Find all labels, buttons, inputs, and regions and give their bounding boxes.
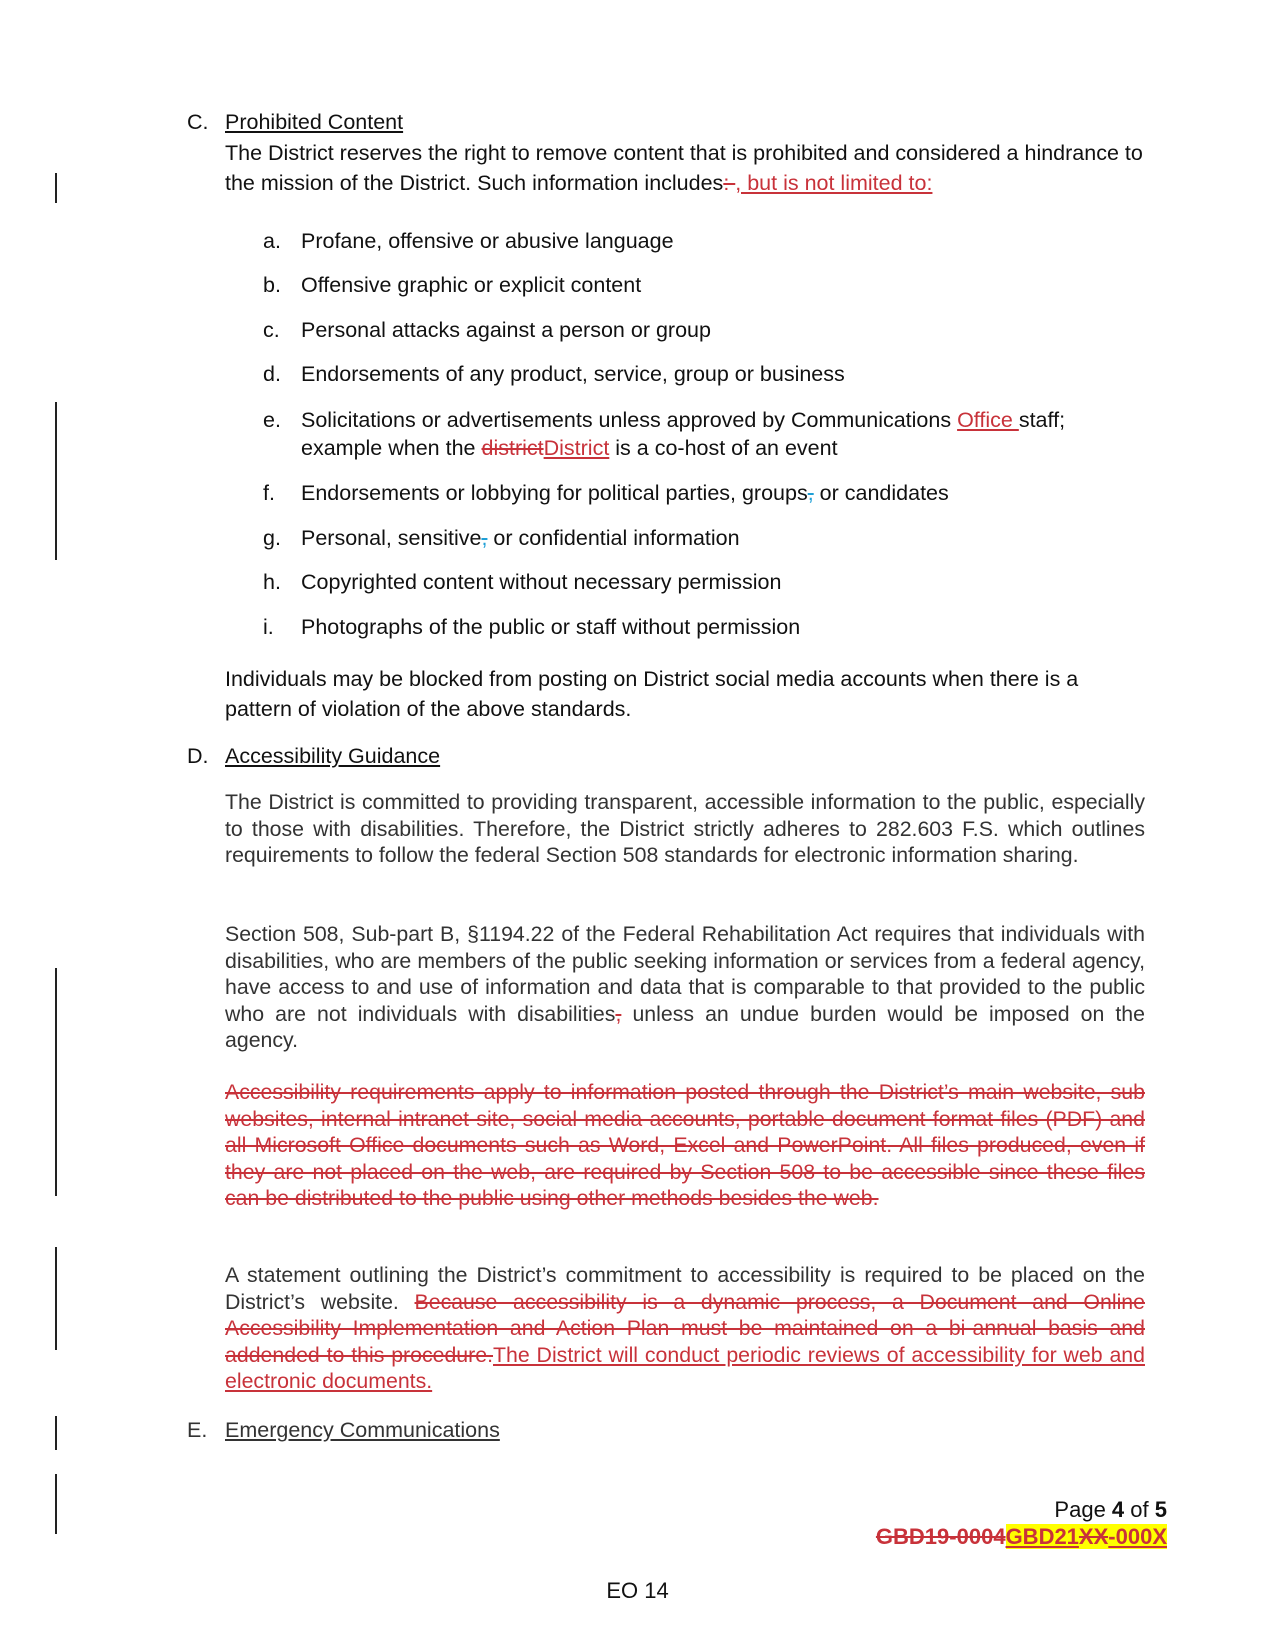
deleted-comma: , [481, 526, 488, 550]
section-c-letter: C. [187, 110, 209, 134]
document-code [876, 1524, 1167, 1550]
code-deleted: XX [1078, 1524, 1109, 1549]
paragraph-text: A statement outlining the District’s commitment to accessibility is required to be placed on the District’s website. [225, 1263, 1145, 1314]
deleted-text: district [481, 436, 544, 460]
intro-text: The District reserves the right to remove content that is prohibited and considered a hindrance to the mission of the District. Such information includes [225, 141, 1143, 195]
section-c-title: Prohibited Content [225, 110, 404, 134]
inserted-text: The District will conduct periodic reviews of accessibility for web and electronic documents. [225, 1342, 1145, 1393]
page-number [1054, 1497, 1167, 1523]
list-item-letter: e. [263, 408, 281, 432]
list-item [301, 406, 1141, 462]
page-total: 5 [1154, 1497, 1167, 1522]
intro-deleted: : [723, 171, 736, 195]
change-bar [55, 1416, 57, 1450]
list-item-letter: i. [263, 615, 274, 639]
change-bar [55, 1474, 57, 1534]
section-d-letter: D. [187, 744, 209, 768]
list-item [301, 479, 1141, 507]
list-item: Personal attacks against a person or group [301, 318, 711, 342]
list-item-letter: a. [263, 229, 281, 253]
list-item: Photographs of the public or staff without permission [301, 615, 801, 639]
inserted-text: Office [957, 408, 1019, 432]
deleted-text: Because accessibility is a dynamic process, a Document and Online Accessibility Implementation and Action Plan must be maintained on a bi-annual basis and addended to this procedure. [225, 1289, 1145, 1367]
section-d-paragraph-1: The District is committed to providing transparent, accessible information to the public, especially to those with disabilities. Therefore, the District strictly adheres to 282.603 F.S. which outlines requirements to follow the federal Section 508 standards for electronic information sharing. [225, 790, 1145, 867]
item-text: Personal, sensitive [301, 526, 482, 550]
item-text: Solicitations or advertisements unless approved by Communications [301, 408, 958, 432]
list-item-letter: h. [263, 570, 281, 594]
code-inserted: -000X [1108, 1524, 1167, 1549]
section-c-closing: Individuals may be blocked from posting on District social media accounts when there is a pattern of violation of the above standards. [225, 667, 1079, 721]
footer-eo: EO 14 [606, 1578, 669, 1603]
code-deleted: GBD19-0004 [875, 1524, 1006, 1549]
section-d-paragraph-3-deleted: Accessibility requirements apply to information posted through the District’s main website, sub websites, internal intranet site, social media accounts, portable document format files (PDF) and all Microsoft Office documents such as Word, Excel and PowerPoint. All files produced, even if they are not placed on the web, are required by Section 508 to be accessible since these files can be distributed to the public using other methods besides the web. [225, 1080, 1145, 1210]
list-item [301, 524, 1141, 552]
item-text: or candidates [813, 481, 949, 505]
list-item-letter: d. [263, 362, 281, 386]
page-current: 4 [1111, 1497, 1125, 1522]
list-item-letter: c. [263, 318, 280, 342]
change-bar [55, 173, 57, 203]
item-text: or confidential information [487, 526, 740, 550]
change-bar [55, 402, 57, 560]
page-of: of [1124, 1497, 1155, 1522]
change-bar [55, 1247, 57, 1350]
section-d-paragraph-4 [225, 1262, 1145, 1395]
inserted-text: District [543, 436, 610, 460]
section-c-intro [225, 138, 1145, 198]
item-text: staff; example when the [301, 408, 1066, 460]
list-item: Offensive graphic or explicit content [301, 273, 642, 297]
section-d-paragraph-2 [225, 921, 1145, 1054]
section-e-letter: E. [187, 1418, 208, 1442]
deleted-comma: , [807, 481, 814, 505]
list-item-letter: f. [263, 481, 275, 505]
paragraph-text: Section 508, Sub-part B, §1194.22 of the Federal Rehabilitation Act requires that individuals with disabilities, who are members of the public seeking information or services from a federal agency, have access to and use of information and data that is comparable to that provided to the public who are not individuals with disabilities [225, 922, 1145, 1026]
item-text: Endorsements or lobbying for political parties, groups [301, 481, 808, 505]
change-bar [55, 968, 57, 1196]
section-d-title: Accessibility Guidance [225, 744, 441, 768]
intro-inserted: , but is not limited to: [735, 171, 933, 195]
list-item: Endorsements of any product, service, group or business [301, 362, 845, 386]
page-label: Page [1054, 1497, 1112, 1522]
section-e-title: Emergency Communications [225, 1418, 500, 1442]
item-text: is a co-host of an event [609, 436, 838, 460]
list-item: Profane, offensive or abusive language [301, 229, 674, 253]
list-item: Copyrighted content without necessary permission [301, 570, 782, 594]
list-item-letter: g. [263, 526, 281, 550]
code-inserted: GBD21 [1005, 1524, 1079, 1549]
paragraph-text: unless an undue burden would be imposed on the agency. [225, 1001, 1145, 1052]
deleted-comma: , [615, 1001, 622, 1026]
list-item-letter: b. [263, 273, 281, 297]
